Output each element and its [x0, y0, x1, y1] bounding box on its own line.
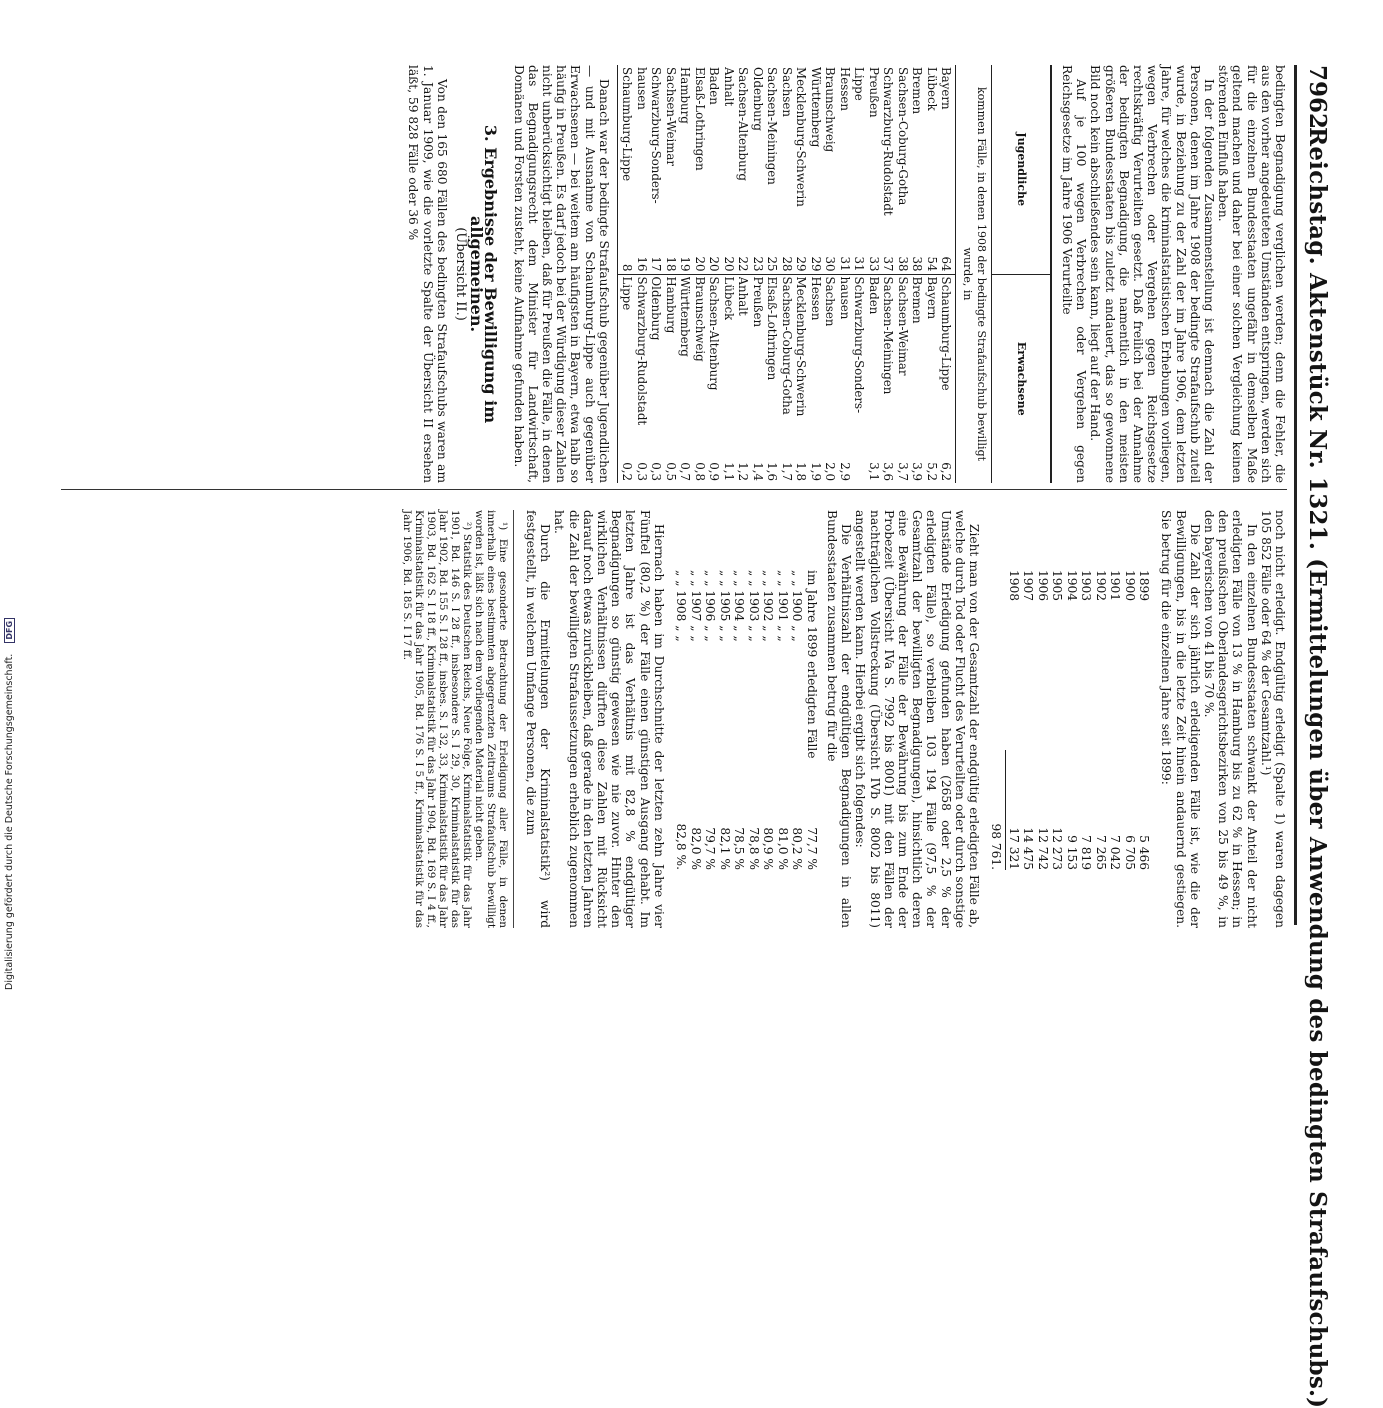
- paragraph: In den einzelnen Bundesstaaten schwankt der Anteil der nicht erledigten Fälle von 13 % in Hamburg bis zu 62 % in Hessen; in den preußischen Oberlandesgerichtsbezirken von 25 bis 49 %, in den bayerischen von 41 bis 70 %.: [1201, 510, 1259, 928]
- row-label: Oldenburg: [750, 67, 765, 131]
- percentage-row: [688, 570, 703, 870]
- row-label: Bayern: [939, 67, 954, 110]
- row-value: 30: [823, 256, 838, 272]
- row-label: Württemberg: [808, 67, 823, 148]
- year-label: 1908: [1006, 570, 1021, 602]
- paragraph: Hiernach haben im Durchschnitte der letzten zehn Jahre vier Fünftel (80,2 %) der Fälle einen günstigen Ausgang gehabt. Im letzten Jahre ist das Verhältnis mit 82,8 % endgültiger Begnadigungen so günstig gewesen wie nie zuvor. Hinter den wirklichen Verhältnissen dürften diese Zahlen mit Rücksicht darauf noch etwas zurückbleiben, daß gerade in den letzten Jahren die Zahl der bewilligten Strafaussetzungen erheblich zugenommen hat.: [552, 510, 666, 928]
- percentage-value: 82,0 %: [688, 827, 703, 870]
- row-label: Schwarzburg-Rudolstadt: [881, 67, 896, 216]
- row-label: hausen: [837, 276, 852, 320]
- column-divider: [61, 489, 1287, 490]
- table-row: [881, 277, 896, 482]
- percentage-label: „ „ 1901 „ „: [775, 570, 790, 642]
- year-value: 7 042: [1108, 835, 1123, 870]
- row-value: 16: [634, 256, 649, 272]
- header-erwachsene: Erwachsene: [1014, 341, 1028, 416]
- row-label: Elsaß-Lothringen: [765, 276, 780, 381]
- year-value: 12 273: [1050, 827, 1065, 870]
- percentage-label: „ „ 1900 „ „: [790, 570, 805, 642]
- row-value: 3,7: [895, 462, 910, 481]
- row-value: 3,9: [910, 462, 925, 481]
- row-label: Mecklenburg-Schwerin: [794, 67, 809, 207]
- table-row: [837, 277, 852, 482]
- year-row: [1122, 570, 1137, 870]
- percentage-row: [732, 570, 747, 870]
- percentage-label: im Jahre 1899 erledigten Fälle: [804, 570, 819, 759]
- table-row: [736, 277, 751, 482]
- row-label: Baden: [707, 67, 722, 105]
- table-row: [736, 67, 751, 272]
- percentage-row: [804, 570, 819, 870]
- paragraph: In der folgenden Zusammenstellung ist demnach die Zahl der Personen, denen im Jahre 1908 der bedingte Strafaufschub zuteil wurde, in Beziehung zu der Zahl der im Jahre 1906, dem letzten Jahre, für welches die kriminalstatistischen Erhebungen vorliegen, wegen Verbrechen oder Vergehen gegen Reichsgesetze rechtskräftig Verurteilten gesetzt. Daß freilich bei der Annahme der bedingten Begnadigung, die namentlich in den meisten größeren Bundesstaaten bis zuletzt andauert, das so gewonnene Bild noch kein abschließendes sein kann, liegt auf der Hand.: [1088, 65, 1216, 483]
- row-value: 1,8: [794, 462, 809, 481]
- yearly-total: 98 761.: [989, 750, 1006, 870]
- paragraph: Von den 165 680 Fällen des bedingten Strafaufschubs waren am 1. Januar 1909, wie die vorletzte Spalte der Übersicht II ersehen läßt, 59 828 Fälle oder 36 %: [406, 65, 449, 483]
- percentage-value: 80,9 %: [761, 827, 776, 870]
- year-label: 1899: [1137, 570, 1152, 602]
- row-value: 33: [866, 256, 881, 272]
- row-value: 28: [779, 256, 794, 272]
- row-value: 20: [707, 256, 722, 272]
- table-row: [765, 277, 780, 482]
- table-row: [707, 67, 722, 272]
- paragraph: Zieht man von der Gesamtzahl der endgültig erledigten Fälle ab, welche durch Tod oder Flucht des Verurteilten oder durch sonstige Umstände Erledigung gefunden haben (2658 oder 2,5 % der erledigten Fälle), so verbleiben 103 194 Fälle (97,5 % der Gesamtzahl der bewilligten Begnadigungen), hinsichtlich deren eine Bewährung der Fälle der Bewährung bis zum Ende der Probezeit (Übersicht IVa S. 7992 bis 8001) mit den Fällen der nachträglichen Vollstreckung (Übersicht IVb S. 8002 bis 8011) angestellt werden kann. Hierbei ergibt sich folgendes:: [853, 510, 981, 928]
- row-value: 29: [794, 256, 809, 272]
- table-row: [910, 277, 925, 482]
- percentage-value: 80,2 %: [790, 827, 805, 870]
- row-value: 23: [750, 256, 765, 272]
- table-row: [939, 67, 954, 272]
- year-value: 9 153: [1064, 835, 1079, 870]
- table-row: [910, 67, 925, 272]
- row-value: 22: [736, 256, 751, 272]
- table-note: kommen Fälle, in denen 1908 der bedingte Strafaufschub bewilligt wurde, in: [955, 65, 990, 483]
- percentage-row: [746, 570, 761, 870]
- percentage-value: 78,5 %: [732, 827, 747, 870]
- table-row: [924, 277, 939, 482]
- year-row: [1021, 570, 1036, 870]
- paragraph: Danach war der bedingte Strafaufschub gegenüber Jugendlichen — und mit Ausnahme von Schaumburg-Lippe auch gegenüber Erwachsenen — bei weitem am häufigsten in Bayern, etwa halb so häufig in Preußen. Es darf jedoch bei der Würdigung dieser Zahlen nicht unberücksichtigt bleiben, daß für Preußen die Fälle, in denen das Begnadigungsrecht dem Minister für Landwirtschaft, Domänen und Forsten zusteht, keine Aufnahme gefunden haben.: [511, 65, 611, 483]
- table-row: [808, 277, 823, 482]
- table-row: [852, 67, 867, 272]
- row-label: Preußen: [750, 276, 765, 328]
- table-row: [808, 67, 823, 272]
- row-value: 6,2: [939, 462, 954, 481]
- year-row: [1093, 570, 1108, 870]
- year-row: [1108, 570, 1123, 870]
- year-row: [1035, 570, 1050, 870]
- year-value: 5 466: [1137, 835, 1152, 870]
- row-label: Hamburg: [678, 67, 693, 124]
- table-row: [837, 67, 852, 272]
- row-label: Württemberg: [678, 276, 693, 357]
- table-row: [620, 277, 635, 482]
- row-value: 0,3: [634, 462, 649, 481]
- row-value: 17: [649, 256, 664, 272]
- row-label: Mecklenburg-Schwerin: [794, 276, 809, 417]
- table-row: [678, 277, 693, 482]
- row-label: Sachsen-Meiningen: [881, 276, 896, 395]
- table-row: [649, 67, 664, 272]
- year-row: [1006, 570, 1021, 870]
- year-label: 1902: [1093, 570, 1108, 602]
- paragraph: Die Verhältniszahl der endgültigen Begnadigungen in allen Bundesstaaten zusammen betrug für die: [824, 510, 854, 928]
- paragraph: Durch die Ermittelungen der Kriminalstatistik²) wird festgestellt, in welchem Umfange Personen, die zum: [523, 510, 553, 928]
- percentage-value: 82,1 %: [717, 827, 732, 870]
- page-header: [1294, 65, 1331, 1408]
- table-row: [823, 67, 838, 272]
- row-value: 29: [808, 256, 823, 272]
- row-label: Lippe: [620, 276, 635, 311]
- jugendliche-column: [618, 65, 956, 275]
- row-label: Anhalt: [736, 276, 751, 316]
- row-value: 0,3: [649, 462, 664, 481]
- row-value: 38: [895, 256, 910, 272]
- year-row: [1050, 570, 1065, 870]
- year-label: 1904: [1064, 570, 1079, 602]
- row-value: 0,7: [678, 462, 693, 481]
- paragraph: noch nicht erledigt. Endgültig erledigt (Spalte 1) waren dagegen 105 852 Fälle oder 64 % der Gesamtzahl.¹): [1258, 510, 1287, 928]
- table-row: [779, 67, 794, 272]
- row-value: 1,2: [736, 462, 751, 481]
- row-value: 20: [692, 256, 707, 272]
- yearly-table: [989, 570, 1151, 870]
- row-label: Sachsen-Altenburg: [736, 67, 751, 181]
- side-note: [4, 618, 15, 990]
- row-value: 3,6: [881, 462, 896, 481]
- percentage-row: [761, 570, 776, 870]
- row-value: 5,2: [924, 462, 939, 481]
- year-label: 1901: [1108, 570, 1123, 602]
- table-row: [866, 67, 881, 272]
- page-title: Reichstag. Aktenstück Nr. 1321. (Ermittelungen über Anwendung des bedingten Strafaufschubs.): [1304, 127, 1331, 1408]
- row-value: 0,8: [692, 462, 707, 481]
- row-label: Bremen: [910, 67, 925, 115]
- percentage-label: „ „ 1905 „ „: [717, 570, 732, 642]
- row-value: 20: [721, 256, 736, 272]
- year-row: [1079, 570, 1094, 870]
- page-number: 7962: [1304, 65, 1331, 130]
- ratio-table: [617, 65, 1052, 483]
- row-label: Hessen: [808, 276, 823, 321]
- percentage-label: „ „ 1903 „ „: [746, 570, 761, 642]
- left-column: [406, 65, 1287, 483]
- row-label: Baden: [866, 276, 881, 315]
- table-row: [895, 67, 910, 272]
- table-row: [634, 67, 649, 272]
- row-value: 1,6: [765, 462, 780, 481]
- row-label: Lippe: [852, 67, 867, 101]
- row-value: 37: [881, 256, 896, 272]
- row-value: 19: [678, 256, 693, 272]
- row-label: Schaumburg-Lippe: [620, 67, 635, 182]
- row-value: 2,9: [837, 462, 852, 481]
- table-row: [663, 67, 678, 272]
- row-value: 25: [765, 256, 780, 272]
- row-label: Lübeck: [721, 276, 736, 321]
- table-row: [779, 277, 794, 482]
- percentage-value: 77,7 %: [804, 827, 819, 870]
- table-row: [663, 277, 678, 482]
- percentage-label: „ „ 1907 „ „: [688, 570, 703, 642]
- table-row: [924, 67, 939, 272]
- year-label: 1900: [1122, 570, 1137, 602]
- year-row: [1064, 570, 1079, 870]
- row-label: Elsaß-Lothringen: [692, 67, 707, 171]
- row-label: Braunschweig: [823, 67, 838, 153]
- year-label: 1907: [1021, 570, 1036, 602]
- year-value: 14 475: [1021, 827, 1036, 870]
- year-label: 1905: [1050, 570, 1065, 602]
- row-label: Braunschweig: [692, 276, 707, 362]
- table-row: [721, 277, 736, 482]
- row-value: 2,0: [823, 462, 838, 481]
- percentage-row: [790, 570, 805, 870]
- row-value: 31: [852, 256, 867, 272]
- table-row: [939, 277, 954, 482]
- row-label: Sachsen-Coburg-Gotha: [895, 67, 910, 206]
- table-row: [678, 67, 693, 272]
- row-label: Schwarzburg-Rudolstadt: [634, 276, 649, 426]
- table-row: [895, 277, 910, 482]
- footnote: ²) Statistik des Deutschen Reichs, Neue Folge, Kriminalstatistik für das Jahr 1901, Bd. 146 S. I 28 ff., insbesondere S. I 29, 30, Kriminalstatistik für das Jahr 1902, Bd. 155 S. I 28 ff., insbes. S. I 32, 33, Kriminalstatistik für das Jahr 1903, Bd. 162 S. I 18 ff., Kriminalstatistik für das Jahr 1904, Bd. 169 S. I 4 ff., Kriminalstatistik für das Jahr 1905, Bd. 176 S. I 5 ff., Kriminalstatistik für das Jahr 1906, Bd. 185 S. I 17 ff.: [400, 510, 473, 928]
- header-jugendliche: Jugendliche: [1014, 132, 1028, 207]
- row-label: Sachsen-Meiningen: [765, 67, 780, 185]
- row-value: 1,7: [779, 462, 794, 481]
- table-row: [881, 67, 896, 272]
- row-value: 1,9: [808, 462, 823, 481]
- table-row: [649, 277, 664, 482]
- table-row: [765, 67, 780, 272]
- percentage-label: „ „ 1902 „ „: [761, 570, 776, 642]
- table-body: [618, 65, 956, 483]
- row-label: Hessen: [837, 67, 852, 111]
- row-value: 64: [939, 256, 954, 272]
- row-label: Sachsen-Coburg-Gotha: [779, 276, 794, 415]
- year-value: 7 265: [1093, 835, 1108, 870]
- paragraph: bedingten Begnadigung verglichen werden; denn die Fehler, die aus den vorher angedeuteten Umständen entspringen, werden sich für die einzelnen Bundesstaaten ungefähr in demselben Maße geltend machen und daher bei einer solchen Vergleichung keinen störenden Einfluß haben.: [1216, 65, 1287, 483]
- year-label: 1903: [1079, 570, 1094, 602]
- row-label: Sachsen-Weimar: [663, 67, 678, 167]
- table-row: [692, 277, 707, 482]
- table-row: [750, 67, 765, 272]
- percentage-row: [717, 570, 732, 870]
- dfg-logo-icon: DFG: [4, 618, 15, 643]
- footnote: ¹) Eine gesonderte Betrachtung der Erledigung aller Fälle, in denen innerhalb eines bestimmten abgegrenzten Zeitraums Strafaufschub bewilligt worden ist, läßt sich nach dem vorliegenden Material nicht geben.: [472, 510, 509, 928]
- year-value: 12 742: [1035, 827, 1050, 870]
- table-row: [692, 67, 707, 272]
- table-row: [852, 277, 867, 482]
- side-note-text: Digitalisierung gefördert durch die Deutsche Forschungsgemeinschaft.: [4, 653, 15, 990]
- section-heading: 3. Ergebnisse der Bewilligung im allgemeinen.: [467, 124, 501, 424]
- percentage-row: [703, 570, 718, 870]
- row-value: 0,5: [663, 462, 678, 481]
- row-label: Bayern: [924, 276, 939, 320]
- percentage-row: [674, 570, 689, 870]
- table-row: [634, 277, 649, 482]
- percentage-value: 82,8 %.: [674, 823, 689, 870]
- table-row: [823, 277, 838, 482]
- table-row: [721, 67, 736, 272]
- row-value: 0,2: [620, 462, 635, 481]
- row-value: 3,1: [866, 462, 881, 481]
- row-label: Preußen: [866, 67, 881, 118]
- table-row: [707, 277, 722, 482]
- row-value: 1,4: [750, 462, 765, 481]
- percentage-label: „ „ 1908 „ „: [674, 570, 689, 642]
- row-value: 31: [837, 256, 852, 272]
- row-label: Bremen: [910, 276, 925, 324]
- row-value: 38: [910, 256, 925, 272]
- row-value: 54: [924, 256, 939, 272]
- footnotes: [401, 510, 514, 928]
- row-label: Oldenburg: [649, 276, 664, 341]
- table-row: [620, 67, 635, 272]
- row-label: Hamburg: [663, 276, 678, 334]
- row-label: Schaumburg-Lippe: [939, 276, 954, 391]
- table-header: [991, 65, 1050, 483]
- paragraph: Die Zahl der sich jährlich erledigenden Fälle ist, wie die der Bewilligungen, bis in die letzte Zeit hinein andauernd gestiegen. Sie betrug für die einzelnen Jahre seit 1899:: [1159, 510, 1202, 928]
- percentage-value: 78,8 %: [746, 827, 761, 870]
- percentage-table: [674, 570, 819, 870]
- year-value: 6 705: [1122, 835, 1137, 870]
- row-label: Sachsen-Altenburg: [707, 276, 722, 391]
- right-column: [401, 510, 1287, 928]
- row-label: Sachsen: [779, 67, 794, 117]
- year-value: 7 819: [1079, 835, 1094, 870]
- year-value: 17 321: [1006, 827, 1021, 870]
- percentage-row: [775, 570, 790, 870]
- table-row: [794, 277, 809, 482]
- percentage-value: 79,7 %: [703, 827, 718, 870]
- year-label: 1906: [1035, 570, 1050, 602]
- section-subheading: (Übersicht II.): [453, 227, 469, 321]
- erwachsene-column: [618, 275, 956, 484]
- percentage-value: 81,0 %: [775, 827, 790, 870]
- paragraph: Auf je 100 wegen Verbrechen oder Vergehen gegen Reichsgesetze im Jahre 1906 Verurteilte: [1059, 65, 1089, 483]
- row-label: Schwarzburg-Sonders-: [852, 276, 867, 414]
- percentage-label: „ „ 1904 „ „: [732, 570, 747, 642]
- row-value: 8: [620, 263, 635, 272]
- table-row: [750, 277, 765, 482]
- percentage-label: „ „ 1906 „ „: [703, 570, 718, 642]
- row-label: Anhalt: [721, 67, 736, 107]
- row-label: Schwarzburg-Sonders-: [649, 67, 664, 204]
- row-value: 1,1: [721, 462, 736, 481]
- row-label: Sachsen: [823, 276, 838, 327]
- year-row: [1137, 570, 1152, 870]
- row-value: 18: [663, 256, 678, 272]
- row-label: Sachsen-Weimar: [895, 276, 910, 376]
- row-label: Lübeck: [924, 67, 939, 111]
- table-row: [794, 67, 809, 272]
- row-label: hausen: [634, 67, 649, 110]
- row-value: 0,9: [707, 462, 722, 481]
- table-row: [866, 277, 881, 482]
